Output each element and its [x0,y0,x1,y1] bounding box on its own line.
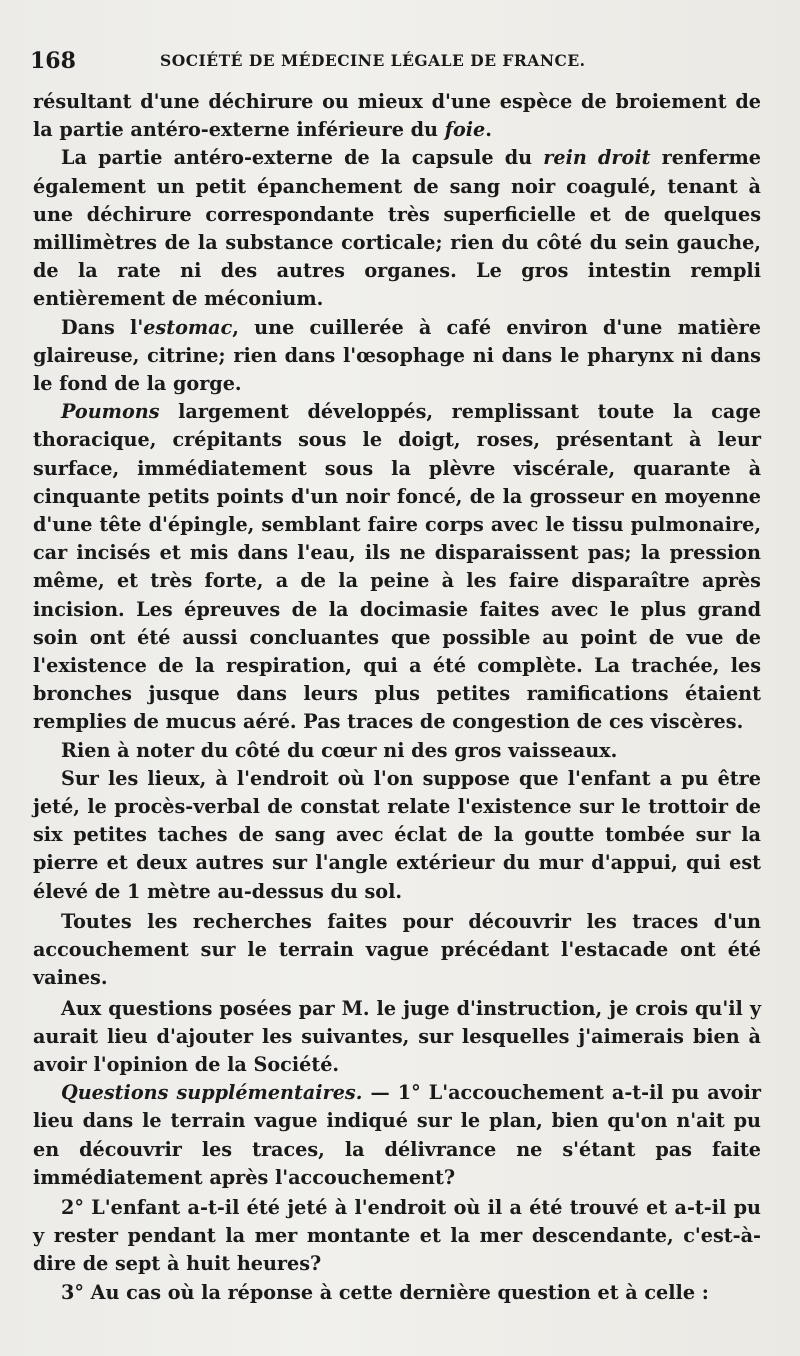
paragraph-9-text: — 1° L'accouchement a-t-il pu avoir lieu dans le terrain vague indiqué sur le plan, bien qu'on n'ait pu en découvrir les traces, la délivrance ne s'étant pas faite immédiatement après l'accouchement? [33,1081,762,1189]
paragraph-4-text: largement développés, remplissant toute la cage thoracique, crépitants sous le doigt, roses, présentant à leur surface, immédiatement sous la plèvre viscérale, quarante à cinquante petits points d'un noir foncé, de la grosseur en moyenne d'une tête d'épingle, semblant faire corps avec le tissu pulmonaire, car incisés et mis dans l'eau, ils ne disparaissent pas; la pression même, et très forte, a de la peine à les faire disparaître après incision. Les épreuves de la docimasie faites avec le plus grand soin ont été aussi concluantes que possible au point de vue de l'existence de la respiration, qui a été complète. La trachée, les bronches jusque dans leurs plus petites ramifications étaient remplies de mucus aéré. Pas traces de congestion de ces viscères. [33,400,761,734]
paragraph-11: 3° Au cas où la réponse à cette dernière question et à celle : [61,1280,709,1304]
paragraph-10: 2° L'enfant a-t-il été jeté à l'endroit où il a été trouvé et a-t-il pu y rester pendant la mer montante et la mer descendante, c'est-à-dire de sept à huit heures? [33,1195,761,1276]
paragraph-1-end: . [485,118,492,142]
paragraph-1-text: résultant d'une déchirure ou mieux d'une espèce de broiement de la partie antéro-externe inférieure du [33,90,761,142]
paragraph-4 [33,398,761,736]
paragraph-4-italic: Poumons [61,400,160,424]
paragraph-9 [33,1079,761,1192]
paragraph-3-end: , une cuillerée à café environ d'une matière glaireuse, citrine; rien dans l'œsophage ni dans le pharynx ni dans le fond de la gorge. [33,315,762,396]
paragraph-5: Rien à noter du côté du cœur ni des gros vaisseaux. [61,738,618,762]
paragraph-2-text: La partie antéro-externe de la capsule du [61,146,544,170]
paragraph-2 [33,144,761,313]
paragraph-8: Aux questions posées par M. le juge d'instruction, je crois qu'il y aurait lieu d'ajouter les suivantes, sur lesquelles j'aimerais bien à avoir l'opinion de la Société. [33,996,761,1076]
paragraph-2-italic: rein droit [543,146,651,170]
paragraph-3-text: Dans l' [61,315,144,339]
body-text [33,88,761,1307]
paragraph-3 [33,314,761,399]
page-number: 168 [30,48,76,74]
paragraph-2-end: renferme également un petit épanchement de sang noir coagulé, tenant à une déchirure correspondante très superficielle et de quelques millimètres de la substance corticale; rien du côté du sein gauche, de la rate ni des autres organes. Le gros intestin rempli entièrement de méconium. [33,146,762,311]
paragraph-1 [33,88,761,144]
paragraph-9-italic: Questions supplémentaires. [61,1081,363,1105]
running-head: SOCIÉTÉ DE MÉDECINE LÉGALE DE FRANCE. [160,51,586,70]
paragraph-6: Sur les lieux, à l'endroit où l'on suppose que l'enfant a pu être jeté, le procès-verbal de constat relate l'existence sur le trottoir de six petites taches de sang avec éclat de la goutte tombée sur la pierre et deux autres sur l'angle extérieur du mur d'appui, qui est élevé de 1 mètre au-dessus du sol. [33,766,761,903]
paragraph-3-italic: estomac [143,315,233,339]
paragraph-7: Toutes les recherches faites pour découvrir les traces d'un accouchement sur le terrain vague précédant l'estacade ont été vaines. [33,909,761,990]
paragraph-1-italic: foie [444,118,486,142]
page-header [30,48,770,78]
